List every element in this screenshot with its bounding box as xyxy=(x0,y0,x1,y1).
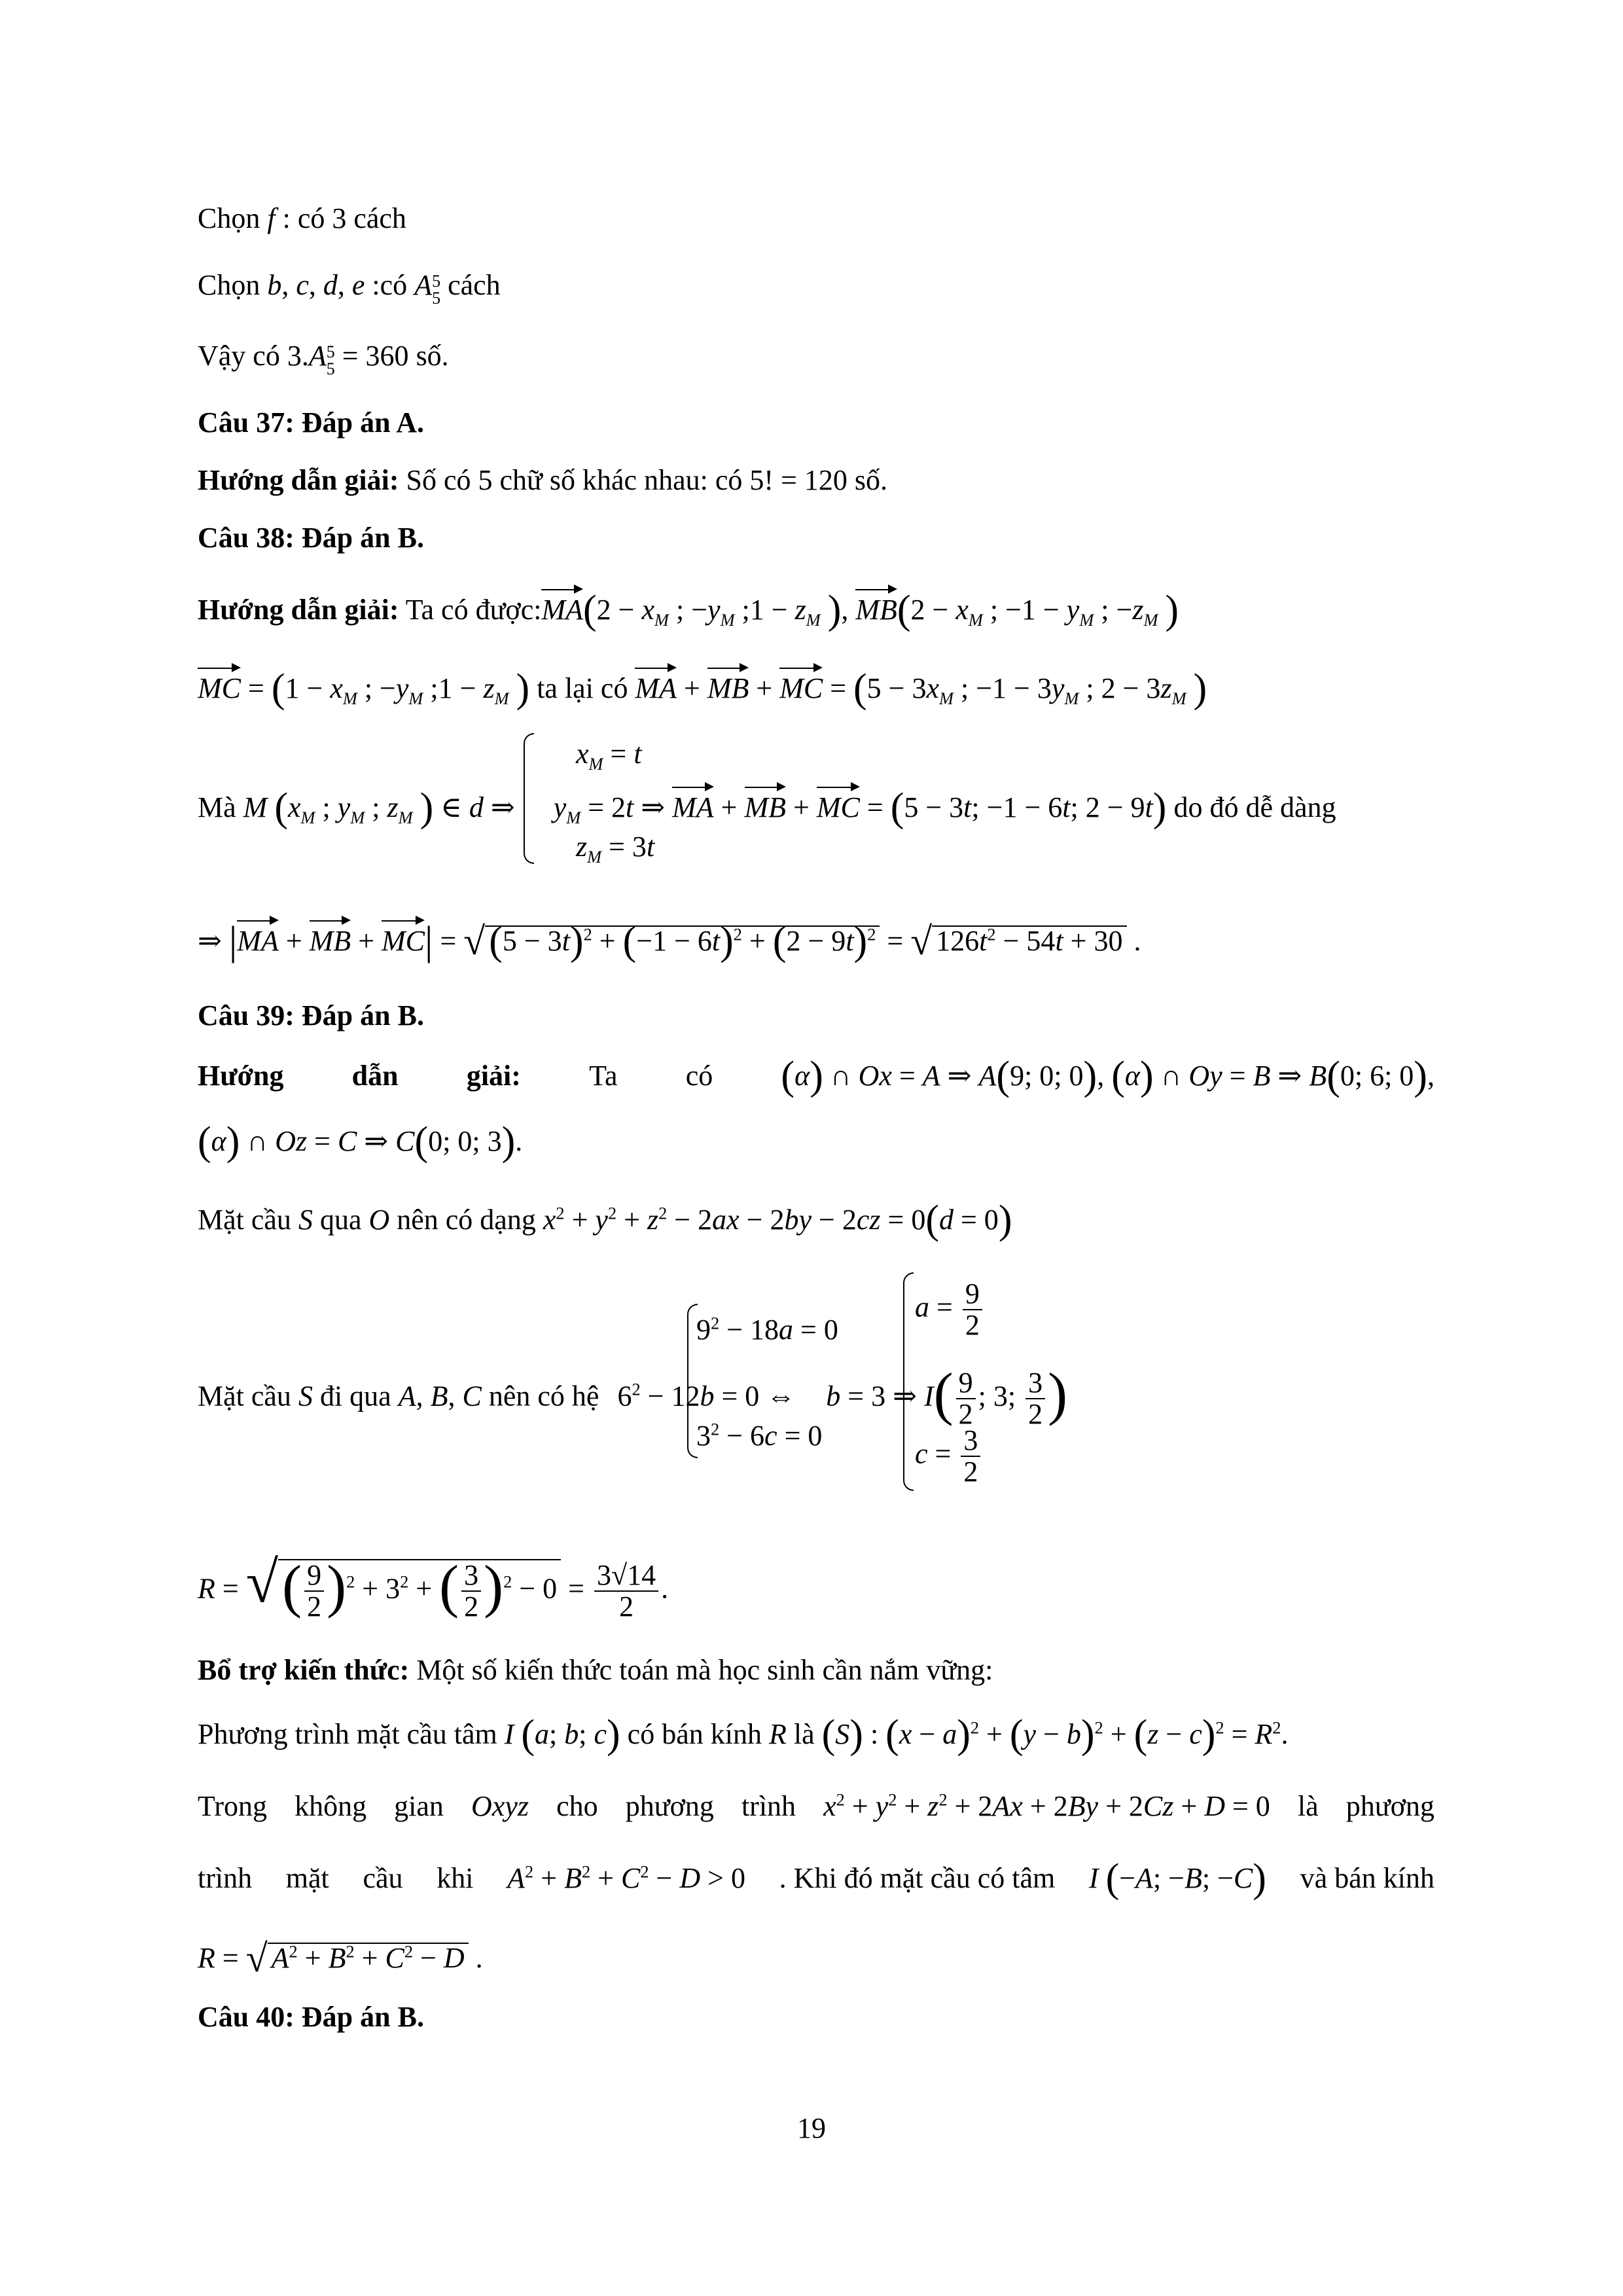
line-38-mc: MC = ($1 - x_M$ ; $-y_M$ ;1 − $z_M$ ) ta lại có MA + MB + MC = ($5 - 3x_M$ ; $-1 - 3y_M$ ; $2 - 3z_M$ ) xyxy=(198,666,1207,711)
question-37-answer: Câu 37: Đáp án A. xyxy=(198,406,424,439)
line-radius: R = √( $\frac{9}{2}$ )$^2 + 3^2$ + ( $\frac{3}{2}$ )$^2$ − 0 = $\frac{3√14}{2}$ . xyxy=(198,1550,669,1623)
line-support: Bổ trợ kiến thức: Một số kiến thức toán mà học sinh cần nắm vững: xyxy=(198,1654,993,1686)
eq-xm: $x_M = t$ xyxy=(576,738,642,774)
question-39-answer: Câu 39: Đáp án B. xyxy=(198,999,424,1031)
line-39-solution: Hướng dẫn giải: Ta có (α) ∩ Ox = A ⇒ A(9; 0; 0), (α) ∩ Oy = B ⇒ B(0; 6; 0), xyxy=(198,1054,1435,1098)
question-38-answer: Câu 38: Đáp án B. xyxy=(198,522,424,554)
page-number: 19 xyxy=(797,2112,826,2144)
line-38-magnitude: ⇒ |MA + MB + $MC| = √(5 - 3t)^2 + (-1 - 6t)^2 + (2 - 9t)^2$ = √ $126t^2 - 54t + 30$ . xyxy=(198,919,1141,963)
line-radius-general: R = √ $A^2 + B^2 + C^2 - D$ . xyxy=(198,1937,483,1980)
line-38-solution: Hướng dẫn giải: Ta có được:MA(2 − $x_M$ ; $-y_M$ ;1 − $z_M$ ), $MB(2 - x_M$ ; $-1 - y_M$ ; $-z_M$ ) xyxy=(198,588,1179,632)
line-sphere-system: Mặt cầu S đi qua A, B, C nên có hệ $6^2 - 12b = 0$ ⇔ b = 3 ⇒ I( $\frac{9}{2}$ ; 3; $\frac{3}{2}$ ) xyxy=(198,1361,1068,1431)
line-38-ma: Mà M ($x_M$ ; $y_M$ ; $z_M$ ) ∈ d ⇒ $y_M = 2t$ ⇒ MA + MB + MC = (5 − 3t; −1 − 6t; 2 − 9t) do đó dễ dàng xyxy=(198,785,1336,830)
line-general-equation: Trong không gian Oxyz cho phương trình $x^2 + y^2 + z^2 + 2Ax + 2By + 2Cz + D = 0$ là phương xyxy=(198,1789,1435,1822)
line-vay-co: Vậy có 3.A 5 5 = 360 số. xyxy=(198,340,449,378)
eq-a: a = $\frac{9}{2}$ xyxy=(915,1279,985,1340)
eq-3c: $3^2 - 6c = 0$ xyxy=(696,1419,823,1452)
question-40-answer: Câu 40: Đáp án B. xyxy=(198,2001,424,2033)
line-condition: trình mặt cầu khi $A^2 + B^2 + C^2 - D > 0$ . Khi đó mặt cầu có tâm I (−A; −B; −C) và bán kính xyxy=(198,1856,1435,1901)
eq-9a: $9^2 - 18a = 0$ xyxy=(696,1313,838,1346)
line-37-solution: Hướng dẫn giải: Số có 5 chữ số khác nhau: có 5! = 120 số. xyxy=(198,464,887,496)
line-chon-bcde: Chọn b, c, d, e :có A 5 5 cách xyxy=(198,269,501,308)
eq-c: c = $\frac{3}{2}$ xyxy=(915,1426,983,1487)
eq-zm: $z_M = 3t$ xyxy=(576,831,655,867)
line-39-c: (α) ∩ Oz = C ⇒ C(0; 0; 3). xyxy=(198,1119,523,1164)
line-sphere-equation: Phương trình mặt cầu tâm I (a; b; c) có bán kính R là (S) : $(x - a)^2 + (y - b)^2 + (z - c)^2 = R^2$. xyxy=(198,1712,1289,1757)
line-chon-f: Chọn f : có 3 cách xyxy=(198,202,406,234)
line-sphere-form: Mặt cầu S qua O nên có dạng $x^2 + y^2 + z^2 - 2ax - 2by - 2cz = 0(d = 0)$ xyxy=(198,1198,1012,1242)
